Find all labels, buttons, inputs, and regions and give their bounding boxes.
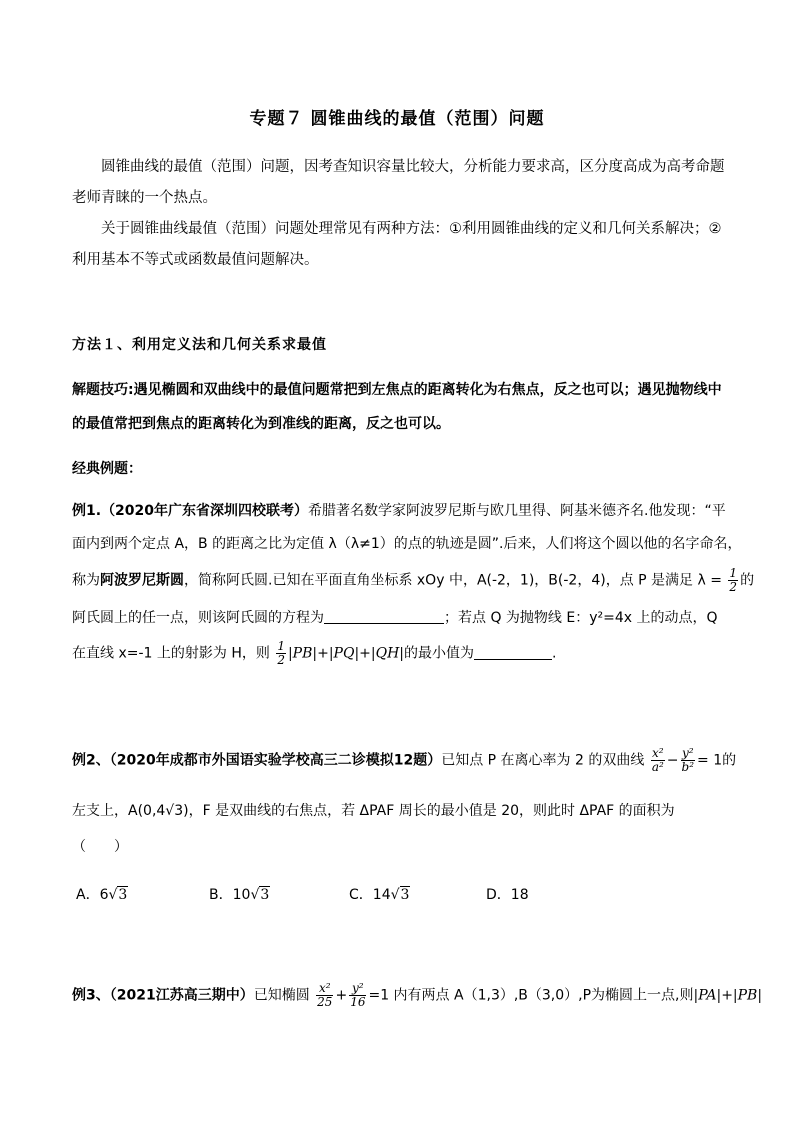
choice-b[interactable]	[209, 884, 270, 904]
example-2-equals: = 1	[697, 752, 723, 769]
page-title: 专题７ 圆锥曲线的最值（范围）问题	[249, 109, 545, 129]
example-1-line-1	[72, 500, 726, 520]
example-2-label: 例2、	[72, 752, 110, 769]
example-1-text-5a: 在直线 x=-1 上的射影为 H，则	[72, 645, 270, 662]
intro-paragraph-1: 圆锥曲线的最值（范围）问题，因考查知识容量比较大，分析能力要求高，区分度高成为高考命题老师青睐的一个热点。	[72, 159, 725, 206]
example-1-text-4a: 阿氏圆上的任一点，则该阿氏圆的方程为	[72, 610, 324, 626]
example-3-text-1a: 已知椭圆	[253, 987, 310, 1004]
lambda-denominator: 2	[729, 580, 738, 594]
example-1-label: 例1.	[72, 503, 102, 519]
choice-c-sqrt: √3	[390, 887, 410, 903]
choice-b-radicand: 3	[260, 887, 270, 903]
choice-c-coef: 14	[372, 887, 391, 903]
example-2-source: （2020年成都市外国语实验学校高三二诊模拟12题）	[109, 752, 442, 769]
ellipse-x-fraction	[316, 982, 333, 1009]
ellipse-y-fraction	[349, 982, 366, 1009]
choice-d-letter: D．	[486, 887, 511, 903]
hyperbola-y-numerator: y²	[681, 746, 694, 760]
intro-paragraph-2: 关于圆锥曲线最值（范围）问题处理常见有两种方法：①利用圆锥曲线的定义和几何关系解决；②利用基本不等式或函数最值问题解决。	[72, 221, 722, 268]
lambda-numerator: 1	[729, 566, 738, 580]
example-1-text-3c: ，简称阿氏圆.已知在平面直角坐标系 xOy 中，A(-2，1)，B(-2，4)，点 P 是满足 λ =	[184, 572, 722, 589]
example-1-line-5	[72, 640, 556, 667]
method-1-heading: 方法１、利用定义法和几何关系求最值	[72, 337, 327, 353]
example-2-line-3: （ ）	[72, 839, 128, 855]
choice-a-radicand: 3	[118, 887, 128, 903]
answer-blank-2[interactable]	[474, 645, 552, 660]
choice-b-sqrt: √3	[250, 887, 270, 903]
example-1-line-3	[72, 567, 754, 594]
choice-a-letter: A．	[76, 887, 100, 903]
half-fraction	[276, 640, 286, 667]
tip-line-2: 的最值常把到焦点的距离转化为到准线的距离，反之也可以。	[72, 416, 450, 432]
half-numerator: 1	[277, 639, 285, 653]
example-2-text-1c: 的	[722, 752, 737, 769]
ellipse-x-denominator: 25	[317, 995, 333, 1009]
choice-b-letter: B．	[209, 887, 233, 903]
half-denominator: 2	[277, 653, 285, 667]
choice-d-value: 18	[510, 887, 529, 903]
example-1-text-3d: 的	[740, 572, 755, 589]
ellipse-y-numerator: y²	[349, 982, 366, 996]
hyperbola-y-fraction	[681, 747, 696, 774]
example-3-line-1: 例3、（2021江苏高三期中）已知椭圆 $\frac{\text{x²}}{25}$ + $\frac{\text{y²}}{16}$ =1 内有两点 A（1,3）,B（3,0）,P为椭圆上一点,则|PA|+|PB|	[72, 981, 763, 1009]
distance-expression: |PA|+|PB|	[693, 987, 763, 1004]
choice-d[interactable]	[486, 884, 529, 904]
choice-a-sqrt: √3	[108, 887, 128, 903]
apollonius-circle-term: 阿波罗尼斯圆	[100, 572, 184, 589]
example-3-source: （2021江苏高三期中）	[109, 987, 254, 1004]
example-3-text-1b: =1 内有两点 A（1,3）,B（3,0）,P为椭圆上一点,则	[368, 987, 694, 1004]
ellipse-y-denominator: 16	[350, 995, 366, 1009]
ellipse-x-numerator: x²	[316, 982, 333, 996]
example-1-line-2: 面内到两个定点 A，B 的距离之比为定值 λ（λ≠1）的点的轨迹是圆”.后来，人们将这个圆以他的名字命名，	[72, 536, 742, 552]
choice-b-coef: 10	[232, 887, 251, 903]
example-1-text-3a: 称为	[72, 572, 100, 589]
example-2-text-1a: 已知点 P 在离心率为 2 的双曲线	[441, 752, 645, 769]
answer-blank-1[interactable]	[324, 609, 444, 624]
tip-line-1	[72, 379, 722, 399]
choice-a-coef: 6	[99, 887, 109, 903]
tip-label: 解题技巧:	[72, 382, 134, 398]
example-2-line-1: 例2、（2020年成都市外国语实验学校高三二诊模拟12题）已知点 P 在离心率为 2 的双曲线 $\frac{\text{x²}}{\text{a²}}$ − $\frac{\text{y²}}{\text{b²}}$ = 1的	[72, 746, 737, 774]
distance-sum-expression: |PB|+|PQ|+|QH|	[287, 645, 405, 662]
lambda-fraction	[728, 567, 738, 594]
example-1-text-5c: 的最小值为	[404, 645, 475, 662]
example-1-text-4b: ；若点 Q 为抛物线 E：y²=4x 上的动点，Q	[444, 610, 718, 626]
example-1-line-4	[72, 607, 718, 627]
examples-label: 经典例题：	[72, 461, 142, 477]
choice-a[interactable]	[76, 884, 128, 904]
choice-c-letter: C．	[349, 887, 373, 903]
choice-c-radicand: 3	[400, 887, 410, 903]
hyperbola-x-denominator: a²	[651, 760, 664, 774]
choice-c[interactable]	[349, 884, 410, 904]
tip-text-1: 遇见椭圆和双曲线中的最值问题常把到左焦点的距离转化为右焦点，反之也可以；遇见抛物线中	[133, 382, 722, 398]
example-3-label: 例3、	[72, 987, 110, 1004]
example-2-line-2: 左支上，A(0,4√3)，F 是双曲线的右焦点，若 ΔPAF 周长的最小值是 20，则此时 ΔPAF 的面积为	[72, 803, 675, 819]
example-1-source: （2020年广东省深圳四校联考）	[101, 503, 309, 519]
example-1-text-5d: .	[552, 645, 557, 662]
hyperbola-y-denominator: b²	[681, 760, 695, 774]
hyperbola-x-fraction	[651, 747, 665, 774]
hyperbola-x-numerator: x²	[652, 746, 664, 760]
example-1-text-1: 希腊著名数学家阿波罗尼斯与欧几里得、阿基米德齐名.他发现：“平	[308, 503, 726, 519]
